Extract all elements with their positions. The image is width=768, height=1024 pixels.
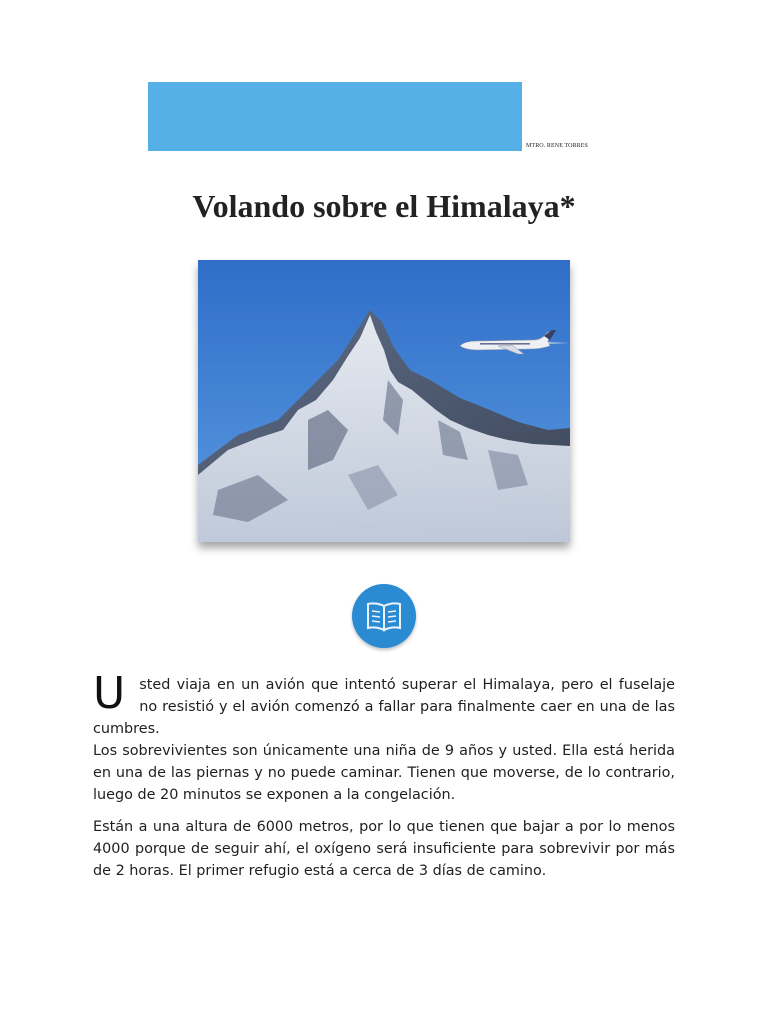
- body-text: [93, 668, 675, 882]
- author-name: MTRO. RENE TORRES: [526, 143, 588, 149]
- paragraph-1: [93, 668, 675, 740]
- mountain-with-airplane-image: [198, 260, 570, 542]
- open-book-icon: [352, 584, 416, 648]
- mountain-photo: [198, 260, 570, 542]
- page-title: Volando sobre el Himalaya*: [192, 188, 576, 224]
- header-banner: [148, 82, 522, 151]
- paragraph-1-text: sted viaja en un avión que intentó superar el Himalaya, pero el fuselaje no resistió y el avión comenzó a fallar para finalmente caer en una de las cumbres.: [93, 677, 675, 737]
- paragraph-3: Están a una altura de 6000 metros, por lo que tienen que bajar a por lo menos 4000 porque de seguir ahí, el oxígeno será insuficiente para sobrevivir por más de 2 horas. El primer refugio está a cerca de 3 días de camino.: [93, 819, 675, 879]
- drop-cap: U: [93, 668, 126, 719]
- paragraph-2: Los sobrevivientes son únicamente una niña de 9 años y usted. Ella está herida en una de las piernas y no puede caminar. Tienen que moverse, de lo contrario, luego de 20 minutos se exponen a la congelación.: [93, 743, 675, 803]
